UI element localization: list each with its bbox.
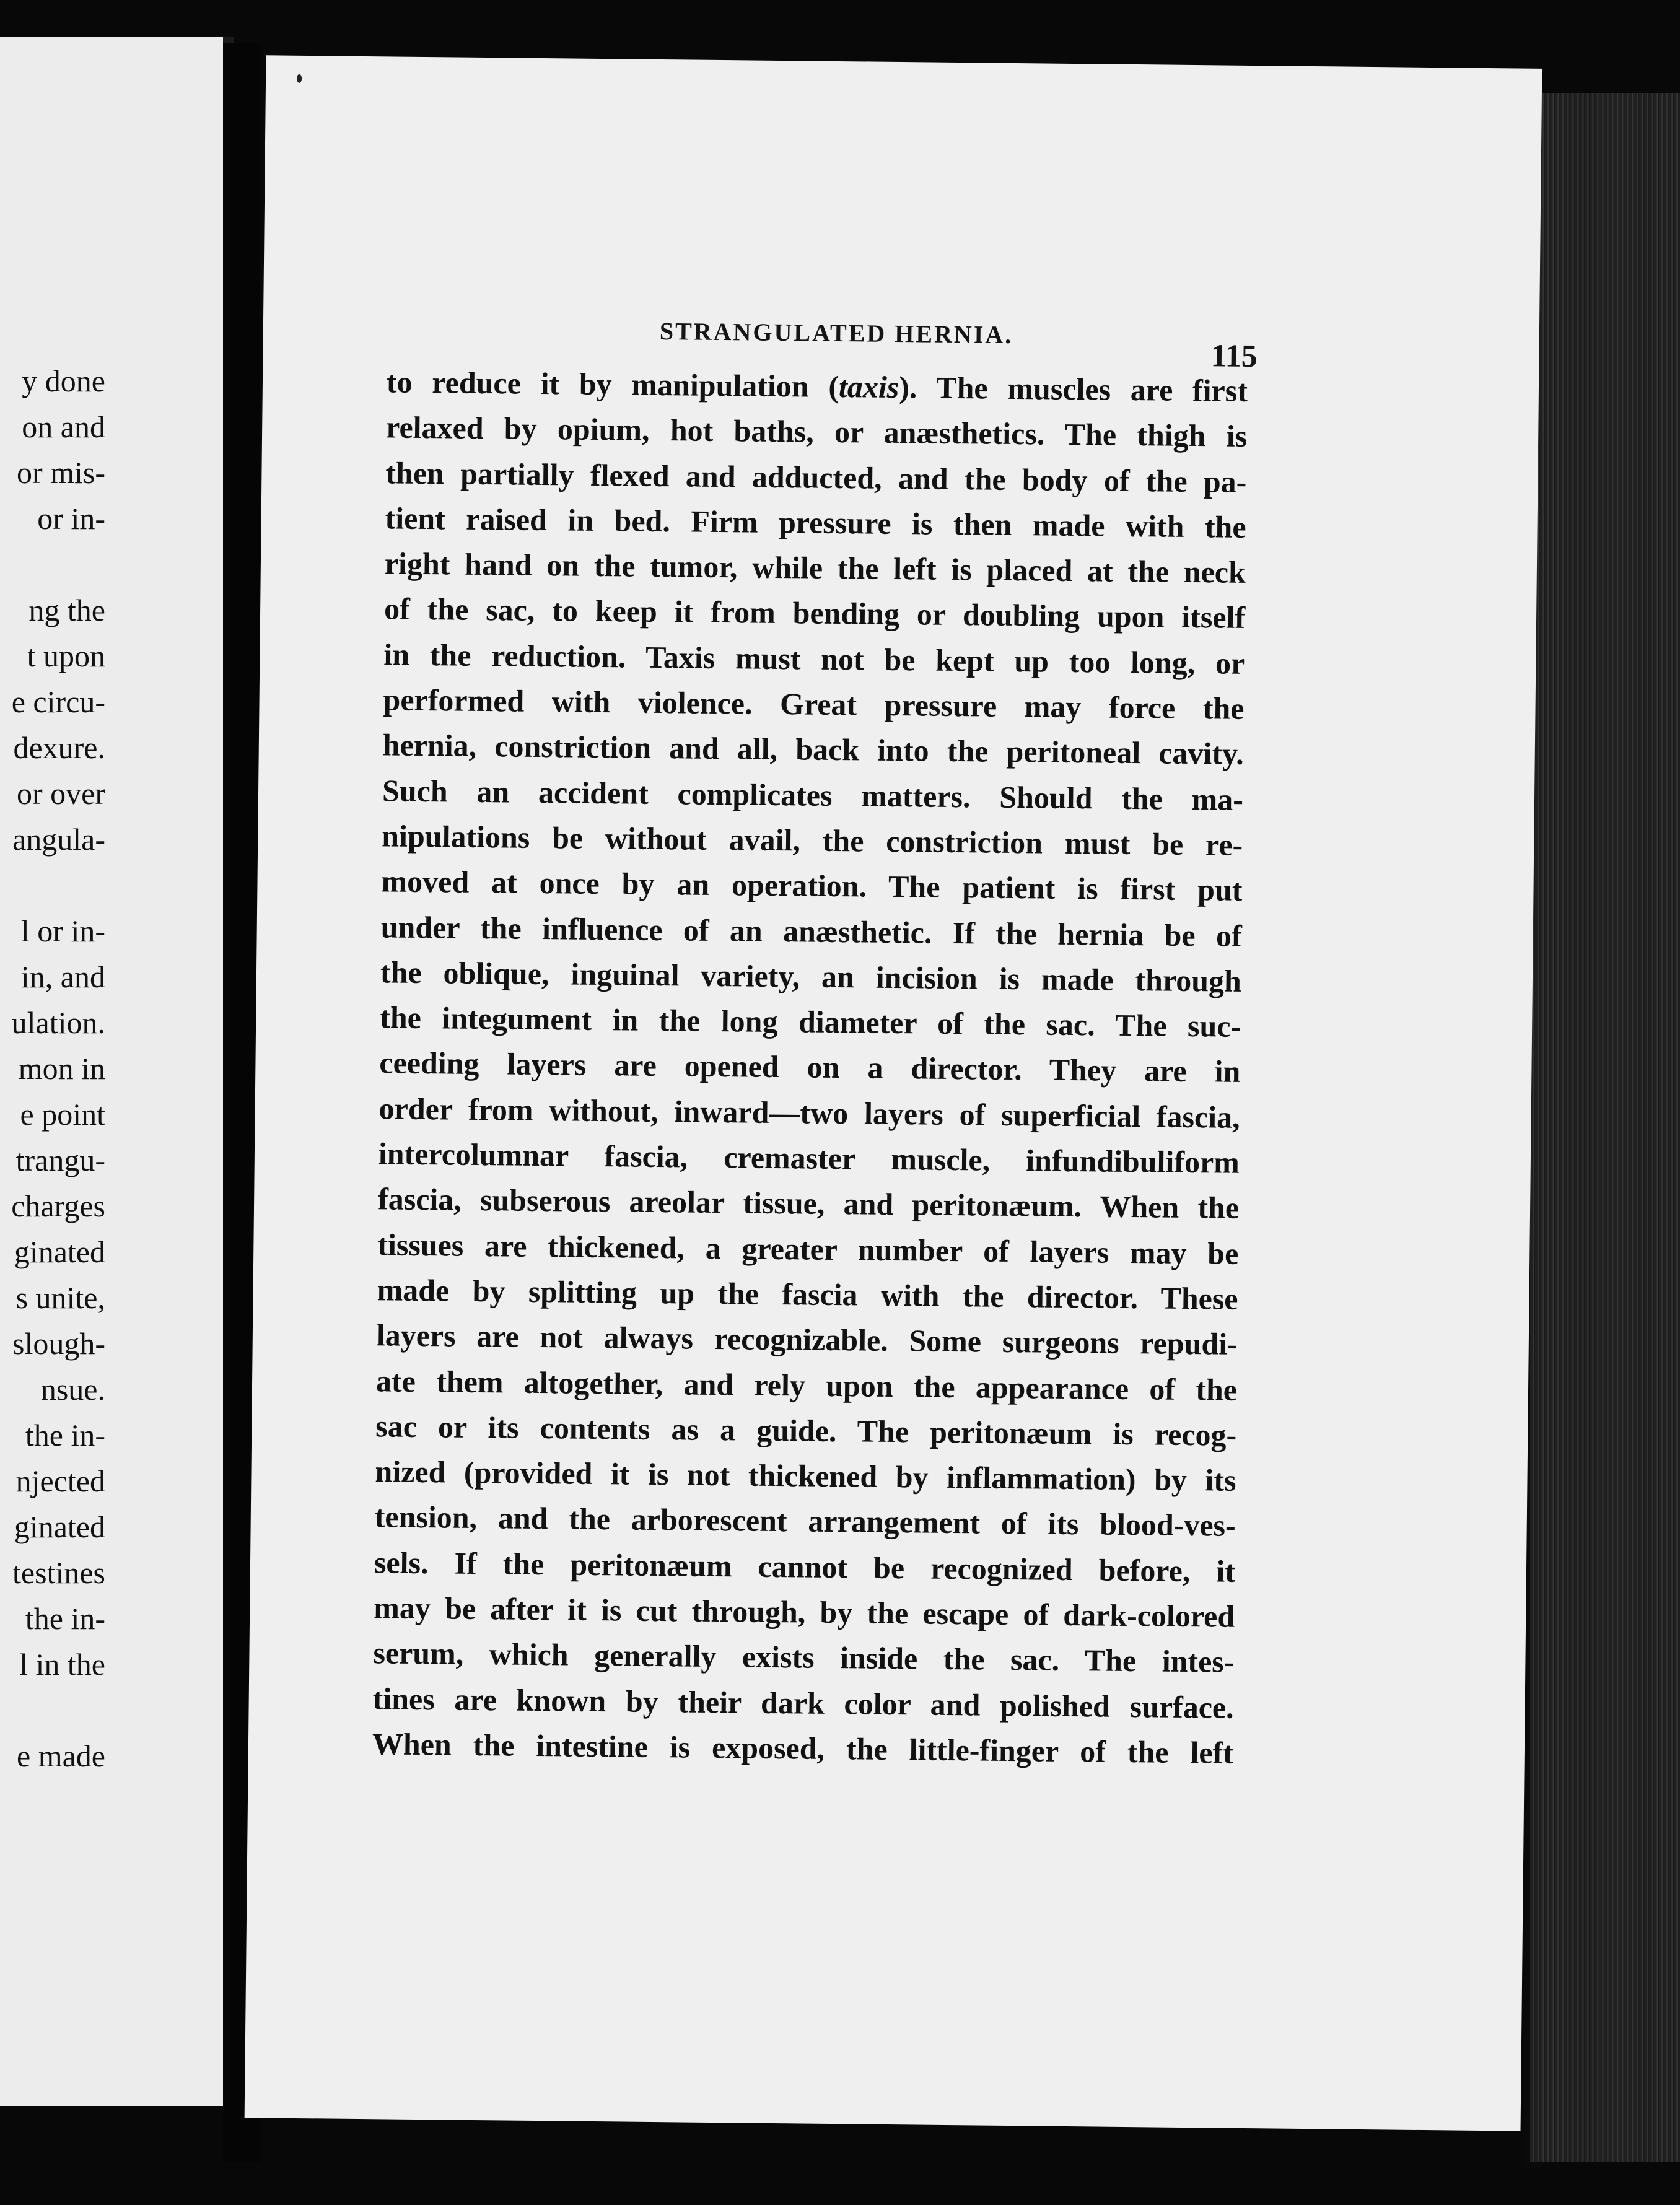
text-line-24: sac or its contents as a guide. The peritonæum is recog- xyxy=(375,1408,1237,1452)
text-line-29: serum, which generally exists inside the sac. The intes- xyxy=(373,1635,1235,1680)
left-facing-page xyxy=(0,37,234,2106)
body-text xyxy=(372,366,1248,1783)
left-page-line: nsue. xyxy=(40,1372,105,1407)
left-page-line: mon in xyxy=(18,1051,105,1086)
text-line-1: to reduce it by manipulation (taxis). The muscles are first xyxy=(386,364,1248,408)
left-page-line: or in- xyxy=(37,501,105,536)
text-line-23: ate them altogether, and rely upon the appearance of the xyxy=(375,1363,1238,1407)
left-page-line: ng the xyxy=(28,593,105,627)
text-line-22: layers are not always recognizable. Some surgeons repudi- xyxy=(376,1317,1238,1362)
left-page-line: l or in- xyxy=(20,914,105,948)
text-line-11: nipulations be without avail, the constriction must be re- xyxy=(382,818,1243,862)
left-page-line xyxy=(0,870,105,915)
left-page-line: in, and xyxy=(20,959,105,994)
text-line-30: tines are known by their dark color and polished surface. xyxy=(372,1680,1234,1725)
text-line-15: the integument in the long diameter of the sac. The suc- xyxy=(379,1000,1241,1044)
running-head: STRANGULATED HERNIA. xyxy=(659,317,1013,349)
left-page-line: njected xyxy=(15,1464,105,1498)
text-line-13: under the influence of an anæsthetic. If the hernia be of xyxy=(380,909,1242,953)
left-page-line xyxy=(0,1695,105,1740)
left-page-line: t upon xyxy=(27,639,105,673)
left-page-line: ulation. xyxy=(11,1005,105,1040)
left-page-line: angula- xyxy=(12,822,105,857)
text-line-27: sels. If the peritonæum cannot be recognized before, it xyxy=(374,1544,1236,1589)
left-page-line: s unite, xyxy=(15,1280,105,1315)
left-page-line: or over xyxy=(17,776,105,811)
text-line-21: made by splitting up the fascia with the director. These xyxy=(377,1272,1238,1316)
text-line-8: performed with violence. Great pressure may force the xyxy=(383,682,1245,726)
left-page-line: or mis- xyxy=(16,455,105,490)
text-line-26: tension, and the arborescent arrangement of its blood-ves- xyxy=(374,1499,1236,1544)
italic-term: taxis xyxy=(838,369,899,405)
left-page-line: the in- xyxy=(25,1601,105,1636)
text-line-3: then partially flexed and adducted, and the body of the pa- xyxy=(385,455,1247,499)
text-line-31: When the intestine is exposed, the little-finger of the left xyxy=(372,1726,1234,1770)
text-line-10: Such an accident complicates matters. Should the ma- xyxy=(382,773,1244,817)
text-line-16: ceeding layers are opened on a director. They are in xyxy=(379,1045,1241,1089)
left-page-line: slough- xyxy=(12,1326,105,1361)
text-line-6: of the sac, to keep it from bending or doubling upon itself xyxy=(383,591,1246,635)
text-line-28: may be after it is cut through, by the escape of dark-colored xyxy=(373,1590,1235,1634)
left-page-line: testines xyxy=(12,1555,105,1590)
left-page-line: dexure. xyxy=(13,730,105,765)
left-page-line: ginated xyxy=(14,1509,105,1544)
text-line-2: relaxed by opium, hot baths, or anæsthetics. The thigh is xyxy=(385,409,1248,454)
text-line-14: the oblique, inguinal variety, an incision is made through xyxy=(380,954,1242,998)
left-page-line: trangu- xyxy=(15,1143,105,1177)
book-page-edges xyxy=(1530,93,1680,2162)
left-page-line: ginated xyxy=(14,1234,105,1269)
text-line-9: hernia, constriction and all, back into the peritoneal cavity. xyxy=(382,727,1245,772)
text-line-7: in the reduction. Taxis must not be kept up too long, or xyxy=(383,637,1245,681)
left-page-line: charges xyxy=(11,1189,105,1223)
left-page-line: on and xyxy=(22,409,105,444)
right-page xyxy=(245,55,1542,2131)
text-line-19: fascia, subserous areolar tissue, and peritonæum. When the xyxy=(377,1181,1240,1226)
left-page-line: e made xyxy=(17,1739,105,1773)
left-page-line: l in the xyxy=(19,1647,105,1682)
text-line-17: order from without, inward—two layers of superficial fascia, xyxy=(378,1091,1240,1135)
left-page-line: e circu- xyxy=(11,684,105,719)
page-number: 115 xyxy=(1210,338,1258,375)
text-line-20: tissues are thickened, a greater number of layers may be xyxy=(377,1226,1239,1271)
left-page-line: e point xyxy=(20,1097,105,1132)
page-speck xyxy=(297,74,302,83)
text-line-18: intercolumnar fascia, cremaster muscle, infundibuliform xyxy=(378,1136,1240,1180)
text-line-25: nized (provided it is not thickened by inflammation) by its xyxy=(375,1454,1236,1498)
left-page-line xyxy=(0,549,105,595)
text-line-12: moved at once by an operation. The patient is first put xyxy=(381,863,1243,908)
text-line-5: right hand on the tumor, while the left is placed at the neck xyxy=(384,546,1246,590)
left-page-line: y done xyxy=(22,364,105,398)
text-line-4: tient raised in bed. Firm pressure is then made with the xyxy=(385,500,1246,544)
left-page-line: the in- xyxy=(25,1418,105,1452)
left-page-text-column xyxy=(0,365,105,1786)
